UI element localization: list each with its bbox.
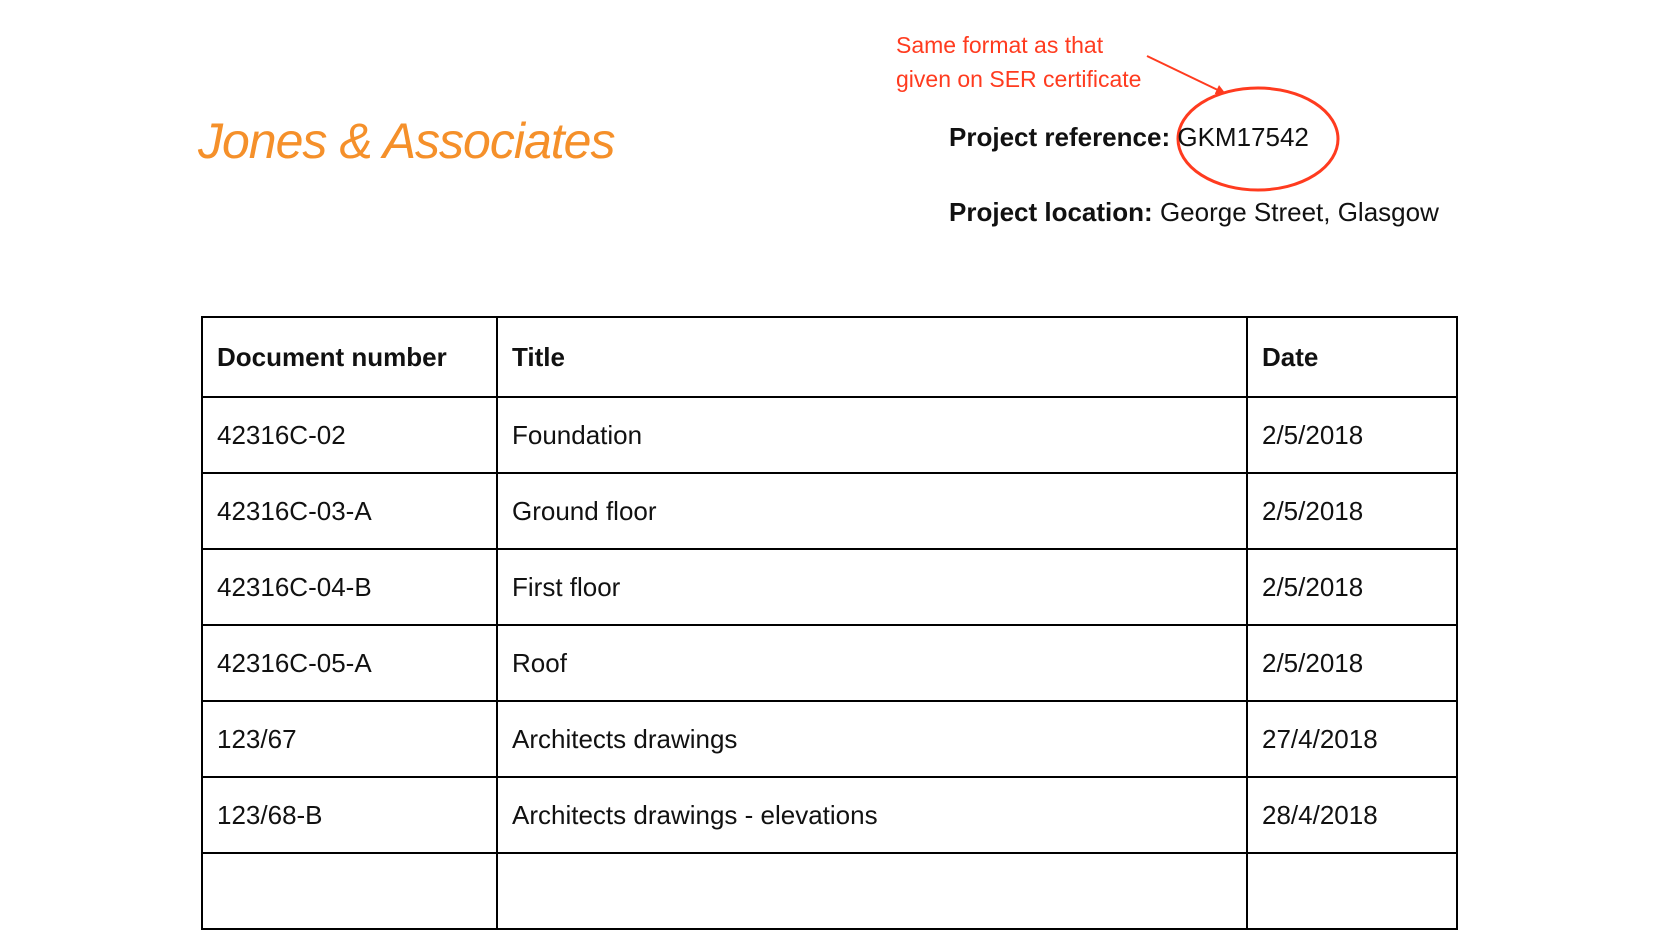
cell-date: 2/5/2018 [1247, 625, 1457, 701]
annotation-line-1: Same format as that [896, 32, 1104, 58]
table-row [202, 549, 1457, 625]
table-header-row [202, 317, 1457, 397]
cell-document-number [202, 853, 497, 929]
project-location-label: Project location: [949, 197, 1153, 227]
company-name: Jones & Associates [198, 113, 615, 169]
header-document-number: Document number [202, 317, 497, 397]
project-reference-value: GKM17542 [1177, 122, 1309, 152]
cell-date [1247, 853, 1457, 929]
table-row [202, 473, 1457, 549]
table-row [202, 397, 1457, 473]
cell-date: 28/4/2018 [1247, 777, 1457, 853]
cell-document-number: 42316C-02 [202, 397, 497, 473]
project-location-value: George Street, Glasgow [1159, 197, 1439, 227]
annotation-note [896, 28, 1141, 96]
cell-document-number: 42316C-04-B [202, 549, 497, 625]
cell-title: Foundation [497, 397, 1247, 473]
cell-document-number: 123/68-B [202, 777, 497, 853]
cell-date: 2/5/2018 [1247, 549, 1457, 625]
annotation-line-2: given on SER certificate [896, 66, 1142, 92]
project-reference [949, 122, 1309, 153]
document-table [201, 316, 1458, 930]
header-date: Date [1247, 317, 1457, 397]
cell-document-number: 123/67 [202, 701, 497, 777]
project-reference-label: Project reference: [949, 122, 1171, 152]
table-row [202, 777, 1457, 853]
cell-title: Architects drawings [497, 701, 1247, 777]
cell-document-number: 42316C-05-A [202, 625, 497, 701]
annotation-arrow [1147, 56, 1224, 93]
cell-title: Roof [497, 625, 1247, 701]
header-title: Title [497, 317, 1247, 397]
cell-date: 2/5/2018 [1247, 397, 1457, 473]
cell-date: 2/5/2018 [1247, 473, 1457, 549]
cell-title: Ground floor [497, 473, 1247, 549]
cell-date: 27/4/2018 [1247, 701, 1457, 777]
table-row [202, 625, 1457, 701]
cell-title [497, 853, 1247, 929]
project-location [949, 197, 1439, 228]
table-row-empty [202, 853, 1457, 929]
cell-title: First floor [497, 549, 1247, 625]
cell-title: Architects drawings - elevations [497, 777, 1247, 853]
table-row [202, 701, 1457, 777]
cell-document-number: 42316C-03-A [202, 473, 497, 549]
